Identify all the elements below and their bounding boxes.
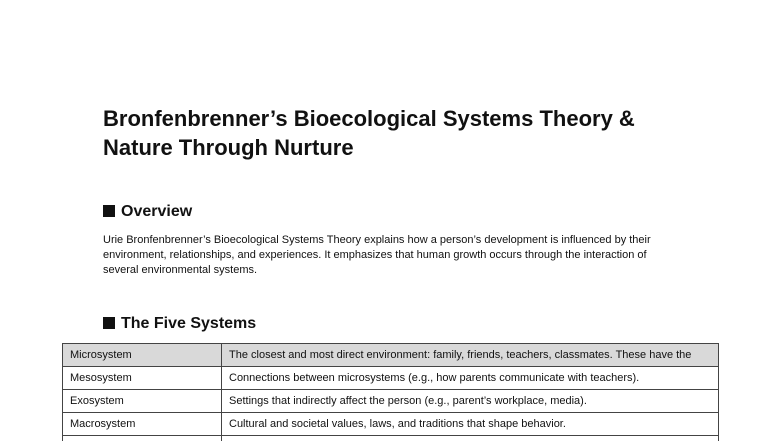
overview-heading-text: Overview bbox=[121, 203, 193, 220]
table-row bbox=[63, 413, 719, 436]
system-name-cell: Macrosystem bbox=[63, 413, 222, 436]
system-description-cell: The closest and most direct environment: family, friends, teachers, classmates. These have the bbox=[222, 344, 719, 367]
page-title bbox=[103, 104, 743, 162]
system-description-cell: Connections between microsystems (e.g., how parents communicate with teachers). bbox=[222, 367, 719, 390]
systems-table bbox=[62, 343, 719, 441]
system-description-cell: Settings that indirectly affect the person (e.g., parent’s workplace, media). bbox=[222, 390, 719, 413]
table-row bbox=[63, 390, 719, 413]
five-systems-heading bbox=[103, 314, 256, 334]
system-name-cell: Mesosystem bbox=[63, 367, 222, 390]
system-name-cell bbox=[63, 436, 222, 441]
five-systems-heading-text: The Five Systems bbox=[121, 315, 257, 332]
black-square-icon bbox=[103, 317, 115, 329]
system-description-cell bbox=[222, 436, 719, 441]
system-name-cell: Microsystem bbox=[63, 344, 222, 367]
overview-paragraph: Urie Bronfenbrenner’s Bioecological Systems Theory explains how a person’s development is influenced by their environment, relationships, and experiences. It emphasizes that human growth occurs through the interaction of several environmental systems. bbox=[103, 234, 651, 276]
table-row bbox=[63, 344, 719, 367]
table-row bbox=[63, 436, 719, 441]
table-row bbox=[63, 367, 719, 390]
black-square-icon bbox=[103, 205, 115, 217]
system-name-cell: Exosystem bbox=[63, 390, 222, 413]
title-line-1: Bronfenbrenner’s Bioecological Systems Theory & bbox=[103, 106, 635, 131]
title-line-2: Nature Through Nurture bbox=[103, 135, 354, 160]
system-description-cell: Cultural and societal values, laws, and traditions that shape behavior. bbox=[222, 413, 719, 436]
overview-heading bbox=[103, 202, 192, 222]
